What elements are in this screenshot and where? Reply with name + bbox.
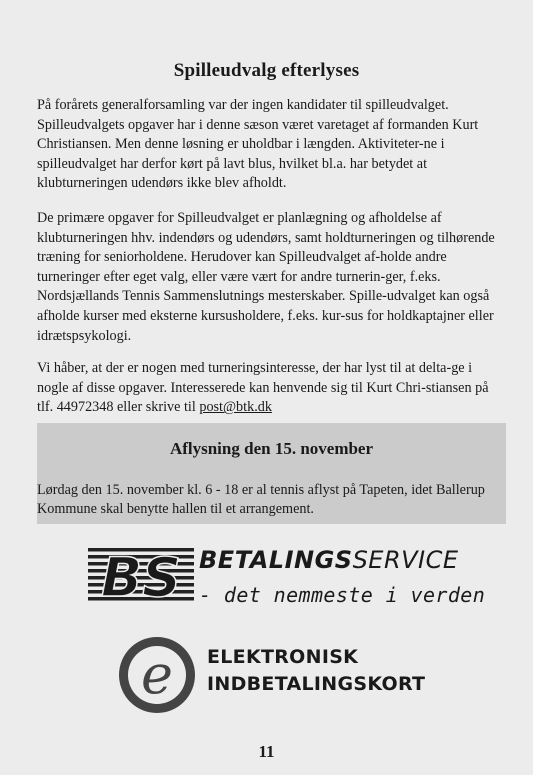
article-title: Spilleudvalg efterlyses (173, 60, 360, 81)
notice-text: Lørdag den 15. november kl. 6 - 18 er al tennis aflyst på Tapeten, idet Ballerup Kommune skal benytte hallen til et arrangement. (37, 482, 485, 517)
cancellation-notice-box (37, 423, 506, 524)
e-logo-letter: e (141, 643, 173, 706)
article-paragraph-2: De primære opgaver for Spilleudvalget er planlægning og afholdelse af klubturneringen hhv. indendørs og udendørs, samt holdturneringen og tilhørende træning for seniorholdene. Herudover kan Spilleudvalget af-holde andre turneringer efter eget valg, eller være vært for andre turnerin-ger, f.eks. Nordsjællands Tennis Sammenslutnings mesterskaber. Spille-udvalget kan også afholde kurser med eksterne kursusholdere, f.eks. kur-sus for holdkaptajner eller idrætspsykologi. (37, 210, 495, 344)
article-paragraph-1: På forårets generalforsamling var der ingen kandidater til spilleudvalget. Spilleudvalgets opgaver har i denne sæson været varetaget af formanden Kurt Christiansen. Men denne løsning er uholdbar i længden. Aktiviteter-ne i spilleudvalget har derfor kørt på lavt blus, hvilket bl.a. har betydet at klubturneringen udendørs ikke blev afholdt. (37, 97, 479, 192)
email-link[interactable]: post@btk.dk (199, 399, 272, 416)
betalingsservice-name-regular: SERVICE (352, 546, 459, 574)
betalingsservice-name-bold: BETALINGS (199, 546, 353, 574)
betalingsservice-name (199, 546, 459, 574)
betalingsservice-logo-icon (88, 545, 194, 603)
bs-logo-text: BS (100, 546, 182, 603)
e-indbetalingskort-logo-icon (118, 636, 196, 714)
page-number: 11 (258, 742, 275, 761)
indbetalingskort-line-1: ELEKTRONISK (207, 646, 359, 668)
article-paragraph-3 (37, 359, 501, 418)
notice-title: Aflysning den 15. november (169, 439, 374, 458)
betalingsservice-tagline: - det nemmeste i verden (199, 583, 486, 607)
indbetalingskort-line-2: INDBETALINGSKORT (207, 673, 426, 695)
paragraph-3-text: Vi håber, at der er nogen med turneringsinteresse, der har lyst til at delta-ge i nogle af disse opgaver. Interesserede kan henvende sig til Kurt Chri-stiansen på tlf. 44972348 eller skrive til (37, 360, 489, 416)
